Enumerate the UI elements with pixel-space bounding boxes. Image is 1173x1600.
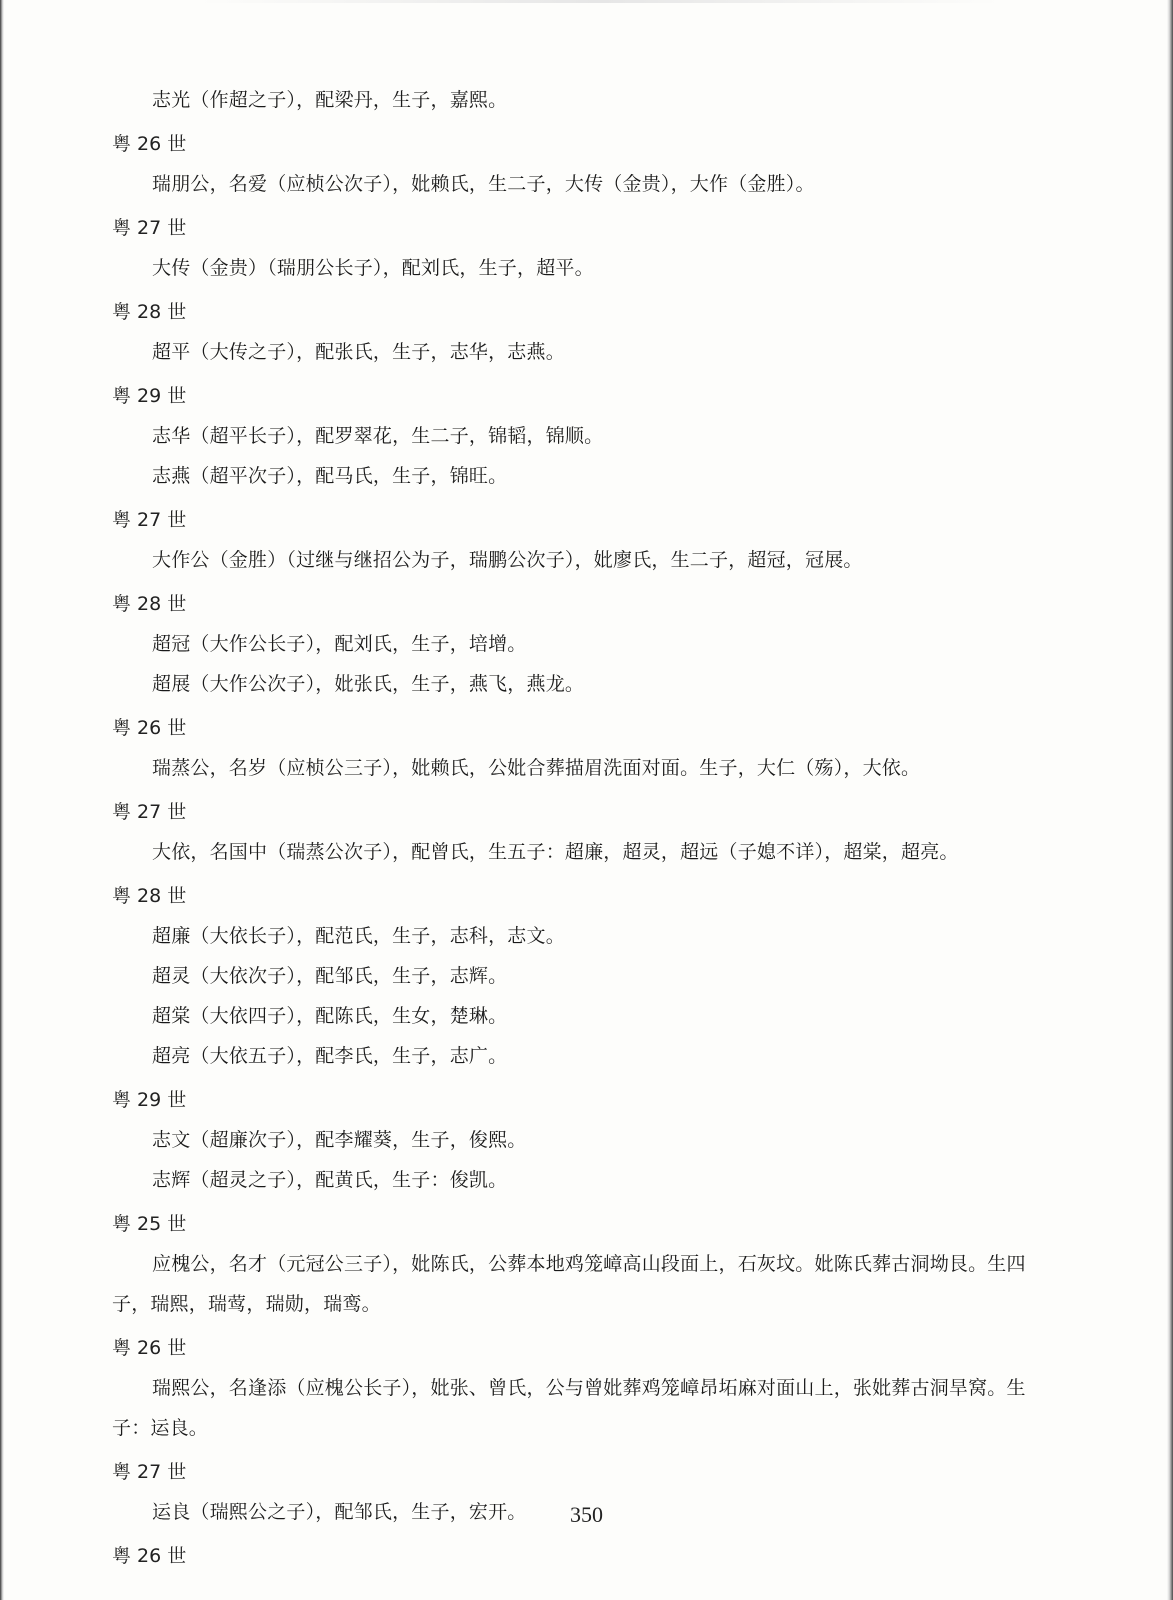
lineage-entry: 志燕（超平次子），配马氏，生子，锦旺。 <box>152 465 508 487</box>
generation-heading: 粤 29 世 <box>112 385 187 407</box>
lineage-entry: 超棠（大依四子），配陈氏，生女，楚琳。 <box>152 1005 508 1027</box>
lineage-entry: 瑞熙公，名逢添（应槐公长子），妣张、曾氏，公与曾妣葬鸡笼嶂昂坧麻对面山上，张妣葬古洞旱窝。生子：运良。 <box>112 1377 1026 1439</box>
lineage-entry: 超灵（大依次子），配邹氏，生子，志辉。 <box>152 965 508 987</box>
generation-heading: 粤 27 世 <box>112 509 187 531</box>
lineage-entry: 大依，名国中（瑞蒸公次子），配曾氏，生五子：超廉，超灵，超远（子媳不详），超棠，超亮。 <box>152 841 959 863</box>
generation-heading: 粤 28 世 <box>112 885 187 907</box>
lineage-entry: 志文（超廉次子），配李耀葵，生子，俊熙。 <box>152 1129 527 1151</box>
lineage-entry: 应槐公，名才（元冠公三子），妣陈氏，公葬本地鸡笼嶂高山段面上，石灰坟。妣陈氏葬古洞坳艮。生四子，瑞熙，瑞莺，瑞勋，瑞鸾。 <box>112 1253 1026 1315</box>
scan-top-mark <box>200 0 1000 3</box>
generation-heading: 粤 26 世 <box>112 1545 187 1567</box>
lineage-entry: 超冠（大作公长子），配刘氏，生子，培增。 <box>152 633 527 655</box>
page-number: 350 <box>570 1502 603 1527</box>
generation-heading: 粤 26 世 <box>112 133 187 155</box>
lineage-entry: 超平（大传之子），配张氏，生子，志华，志燕。 <box>152 341 565 363</box>
generation-heading: 粤 27 世 <box>112 801 187 823</box>
generation-heading: 粤 27 世 <box>112 217 187 239</box>
lineage-entry: 超展（大作公次子），妣张氏，生子，燕飞，燕龙。 <box>152 673 585 695</box>
generation-heading: 粤 26 世 <box>112 1337 187 1359</box>
lineage-entry: 志光（作超之子），配梁丹，生子，嘉熙。 <box>152 89 508 111</box>
lineage-entry: 志华（超平长子），配罗翠花，生二子，锦韬，锦顺。 <box>152 425 604 447</box>
lineage-entry: 运良（瑞熙公之子），配邹氏，生子，宏开。 <box>152 1501 527 1523</box>
lineage-entry: 瑞蒸公，名岁（应桢公三子），妣赖氏，公妣合葬描眉洗面对面。生子，大仁（殇），大依。 <box>152 757 921 779</box>
lineage-entry: 大传（金贵）（瑞朋公长子），配刘氏，生子，超平。 <box>152 257 594 279</box>
lineage-entry: 超亮（大依五子），配李氏，生子，志广。 <box>152 1045 508 1067</box>
generation-heading: 粤 27 世 <box>112 1461 187 1483</box>
lineage-entry: 瑞朋公，名爱（应桢公次子），妣赖氏，生二子，大传（金贵），大作（金胜）。 <box>152 173 815 195</box>
scan-edge-left <box>0 0 4 1600</box>
generation-heading: 粤 28 世 <box>112 301 187 323</box>
generation-heading: 粤 29 世 <box>112 1089 187 1111</box>
generation-heading: 粤 28 世 <box>112 593 187 615</box>
generation-heading: 粤 26 世 <box>112 717 187 739</box>
lineage-entry: 志辉（超灵之子），配黄氏，生子：俊凯。 <box>152 1169 508 1191</box>
genealogy-text-body <box>112 80 1052 1576</box>
generation-heading: 粤 25 世 <box>112 1213 187 1235</box>
lineage-entry: 大作公（金胜）（过继与继招公为子，瑞鹏公次子），妣廖氏，生二子，超冠，冠展。 <box>152 549 863 571</box>
lineage-entry: 超廉（大依长子），配范氏，生子，志科，志文。 <box>152 925 565 947</box>
scan-edge-right <box>1167 0 1173 1600</box>
